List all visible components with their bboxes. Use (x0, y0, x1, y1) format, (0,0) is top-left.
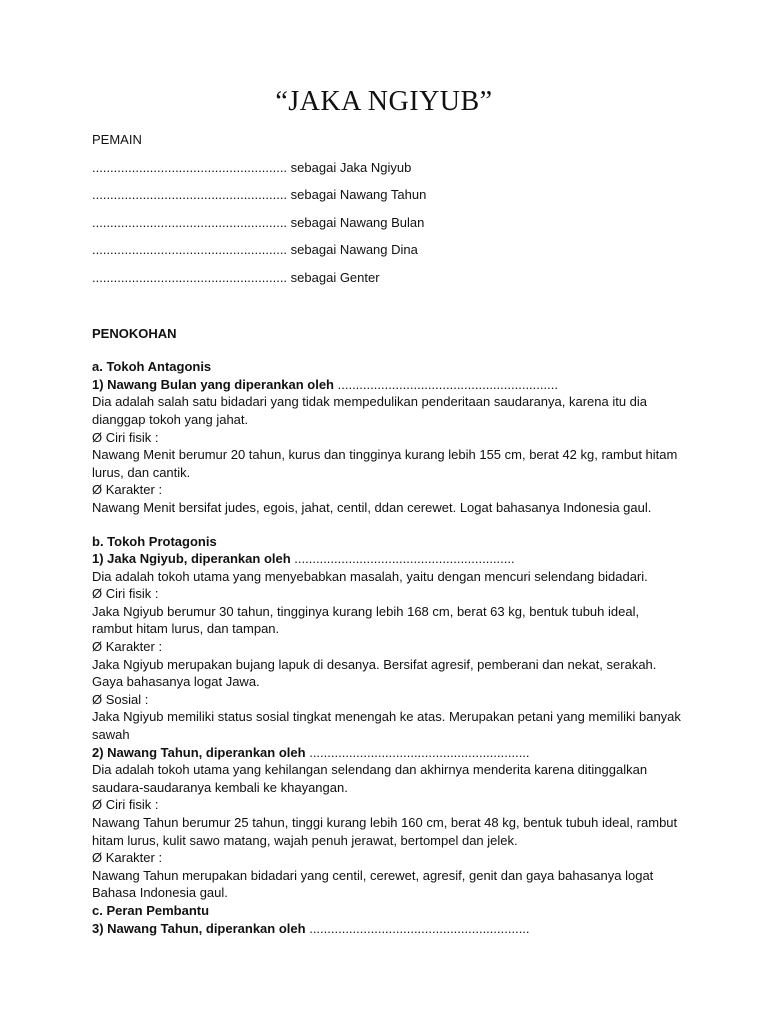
social-label: Ø Sosial : (92, 691, 149, 707)
cast-dots: ...................................................... (92, 187, 288, 203)
actor-dots: ............................................................. (309, 920, 530, 936)
character-label: Ø Karakter : (92, 850, 163, 866)
physical-text: Nawang Menit berumur 20 tahun, kurus dan tingginya kurang lebih 155 cm, berat 42 kg, rambut hitam lurus, dan cantik. (92, 447, 678, 480)
cast-dots: ...................................................... (92, 269, 288, 285)
character-description: Dia adalah tokoh utama yang kehilangan selendang dan akhirnya menderita karena ditinggalkan saudara-saudaranya kembali ke khayangan. (92, 762, 648, 795)
cast-role: sebagai Genter (290, 269, 380, 285)
character-text: Nawang Tahun merupakan bidadari yang centil, cerewet, agresif, genit dan gaya bahasanya logat Bahasa Indonesia gaul. (92, 867, 654, 901)
characterization-heading: PENOKOHAN (92, 325, 177, 341)
character-title-text: 1) Nawang Bulan yang diperankan oleh (92, 376, 334, 392)
physical-text: Nawang Tahun berumur 25 tahun, tinggi kurang lebih 160 cm, berat 48 kg, bentuk tubuh ideal, rambut hitam lurus, kulit sawo matang, wajah penuh jerawat, bertompel dan jelek. (92, 815, 678, 848)
character-label: Ø Karakter : (92, 639, 163, 655)
physical-label: Ø Ciri fisik : (92, 797, 159, 813)
character-description: Dia adalah salah satu bidadari yang tidak mempedulikan penderitaan saudaranya, karena itu dia dianggap tokoh yang jahat. (92, 394, 648, 427)
cast-role: sebagai Nawang Dina (290, 242, 418, 258)
character-title-text: 1) Jaka Ngiyub, diperankan oleh (92, 551, 291, 567)
protagonist-heading: b. Tokoh Protagonis (92, 533, 217, 549)
cast-dots: ...................................................... (92, 159, 288, 175)
cast-row (92, 159, 682, 177)
actor-dots: ............................................................. (337, 376, 558, 392)
cast-row (92, 269, 682, 287)
character-title-text: 3) Nawang Tahun, diperankan oleh (92, 920, 306, 936)
document-title: “JAKA NGIYUB” (275, 86, 493, 117)
character-text: Jaka Ngiyub merupakan bujang lapuk di desanya. Bersifat agresif, pemberani dan nekat, serakah. Gaya bahasanya logat Jawa. (92, 656, 657, 690)
character-title (92, 550, 682, 568)
character-title-text: 2) Nawang Tahun, diperankan oleh (92, 744, 306, 760)
cast-role: sebagai Jaka Ngiyub (290, 159, 412, 175)
physical-text: Jaka Ngiyub berumur 30 tahun, tingginya kurang lebih 168 cm, berat 63 kg, bentuk tubuh ideal, rambut hitam lurus, dan tampan. (92, 603, 640, 637)
antagonist-heading: a. Tokoh Antagonis (92, 359, 212, 375)
actor-dots: ............................................................. (309, 744, 530, 760)
physical-label: Ø Ciri fisik : (92, 586, 159, 602)
cast-row (92, 186, 682, 204)
document-body (92, 131, 682, 937)
cast-role: sebagai Nawang Bulan (290, 214, 425, 230)
cast-row (92, 241, 682, 259)
cast-row (92, 214, 682, 232)
character-text: Nawang Menit bersifat judes, egois, jahat, centil, ddan cerewet. Logat bahasanya Indonesia gaul. (92, 499, 652, 515)
character-title (92, 920, 682, 938)
cast-dots: ...................................................... (92, 214, 288, 230)
character-label: Ø Karakter : (92, 482, 163, 498)
physical-label: Ø Ciri fisik : (92, 429, 159, 445)
social-text: Jaka Ngiyub memiliki status sosial tingkat menengah ke atas. Merupakan petani yang memiliki banyak sawah (92, 709, 681, 743)
cast-dots: ...................................................... (92, 242, 288, 258)
character-title (92, 376, 682, 394)
character-title (92, 744, 682, 762)
character-description: Dia adalah tokoh utama yang menyebabkan masalah, yaitu dengan mencuri selendang bidadari. (92, 568, 648, 584)
supporting-heading: c. Peran Pembantu (92, 902, 210, 918)
actor-dots: ............................................................. (294, 551, 515, 567)
cast-heading: PEMAIN (92, 132, 142, 147)
cast-role: sebagai Nawang Tahun (290, 187, 427, 203)
